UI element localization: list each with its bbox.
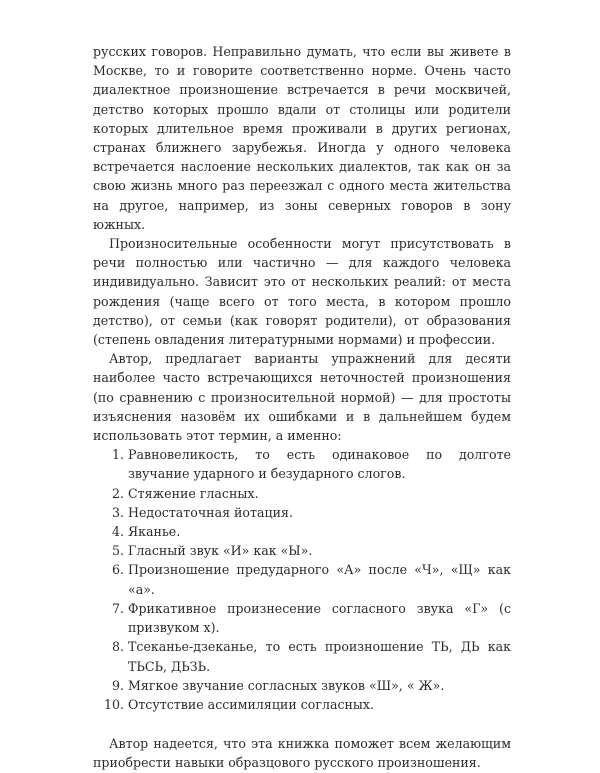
list-item bbox=[93, 484, 511, 503]
list-item-text: Недостаточная йотация. bbox=[128, 504, 293, 520]
error-list bbox=[93, 445, 511, 714]
list-item-number: 9. bbox=[111, 677, 124, 693]
list-item-text: Яканье. bbox=[128, 524, 181, 540]
list-item-number: 7. bbox=[111, 600, 124, 616]
list-item bbox=[93, 541, 511, 560]
list-item-number: 10. bbox=[103, 696, 124, 712]
paragraph-2: Произносительные особенности могут присутствовать в речи полностью или частично — для каждого человека индивидуально. Зависит это от нескольких реалий: от места рождения (чаще всего от того места, в котором прошло детство), от семьи (как говорят родители), от образования (степень овладения литературными нормами) и профессии. bbox=[93, 236, 511, 348]
list-item-text: Равновеликость, то есть одинаковое по долготе звучание ударного и безударного слогов. bbox=[128, 447, 511, 482]
list-item-number: 8. bbox=[111, 639, 124, 655]
list-item bbox=[93, 560, 511, 598]
list-item-text: Мягкое звучание согласных звуков «Ш», « Ж». bbox=[128, 677, 445, 693]
list-item-text: Гласный звук «И» как «Ы». bbox=[128, 543, 313, 559]
list-item-number: 3. bbox=[111, 504, 124, 520]
list-item bbox=[93, 503, 511, 522]
list-item bbox=[93, 445, 511, 483]
page-body bbox=[93, 42, 511, 773]
list-item-text: Фрикативное произнесение согласного звука «Г» (с призвуком х). bbox=[128, 600, 511, 636]
list-item-number: 6. bbox=[111, 562, 124, 578]
list-item bbox=[93, 522, 511, 541]
list-item-number: 2. bbox=[111, 485, 124, 501]
paragraph-3: Автор, предлагает варианты упражнений для десяти наиболее часто встречающихся неточностей произношения (по сравнению с произносительной нормой) — для простоты изъяснения назовём их ошибками и в дальнейшем будем использовать этот термин, а именно: bbox=[93, 351, 511, 444]
list-item bbox=[93, 599, 511, 637]
list-item-text: Произношение предударного «А» после «Ч», «Щ» как «а». bbox=[128, 562, 511, 597]
list-item-number: 4. bbox=[111, 524, 124, 540]
list-item bbox=[93, 695, 511, 714]
list-item-text: Тсеканье-дзеканье, то есть произношение ТЬ, ДЬ как ТЬСЬ, ДЬЗЬ. bbox=[128, 639, 511, 674]
paragraph-1: русских говоров. Неправильно думать, что если вы живете в Москве, то и говорите соответственно норме. Очень часто диалектное произношение встречается в речи москвичей, детство которых прошло вдали от столицы или родители которых длительное время проживали в других регионах, странах ближнего зарубежья. Иногда у одного человека встречается наслоение нескольких диалектов, так как он за свою жизнь много раз переезжал с одного места жительства на другое, например, из зоны северных говоров в зону южных. bbox=[93, 44, 511, 232]
list-item-number: 5. bbox=[111, 543, 124, 559]
list-item-text: Отсутствие ассимиляции согласных. bbox=[128, 696, 375, 712]
list-item-number: 1. bbox=[111, 447, 124, 463]
list-item-text: Стяжение гласных. bbox=[128, 485, 259, 501]
closing-paragraph: Автор надеется, что эта книжка поможет всем желающим приобрести навыки образцового русского произношения. bbox=[93, 736, 511, 771]
list-item bbox=[93, 637, 511, 675]
list-item bbox=[93, 676, 511, 695]
